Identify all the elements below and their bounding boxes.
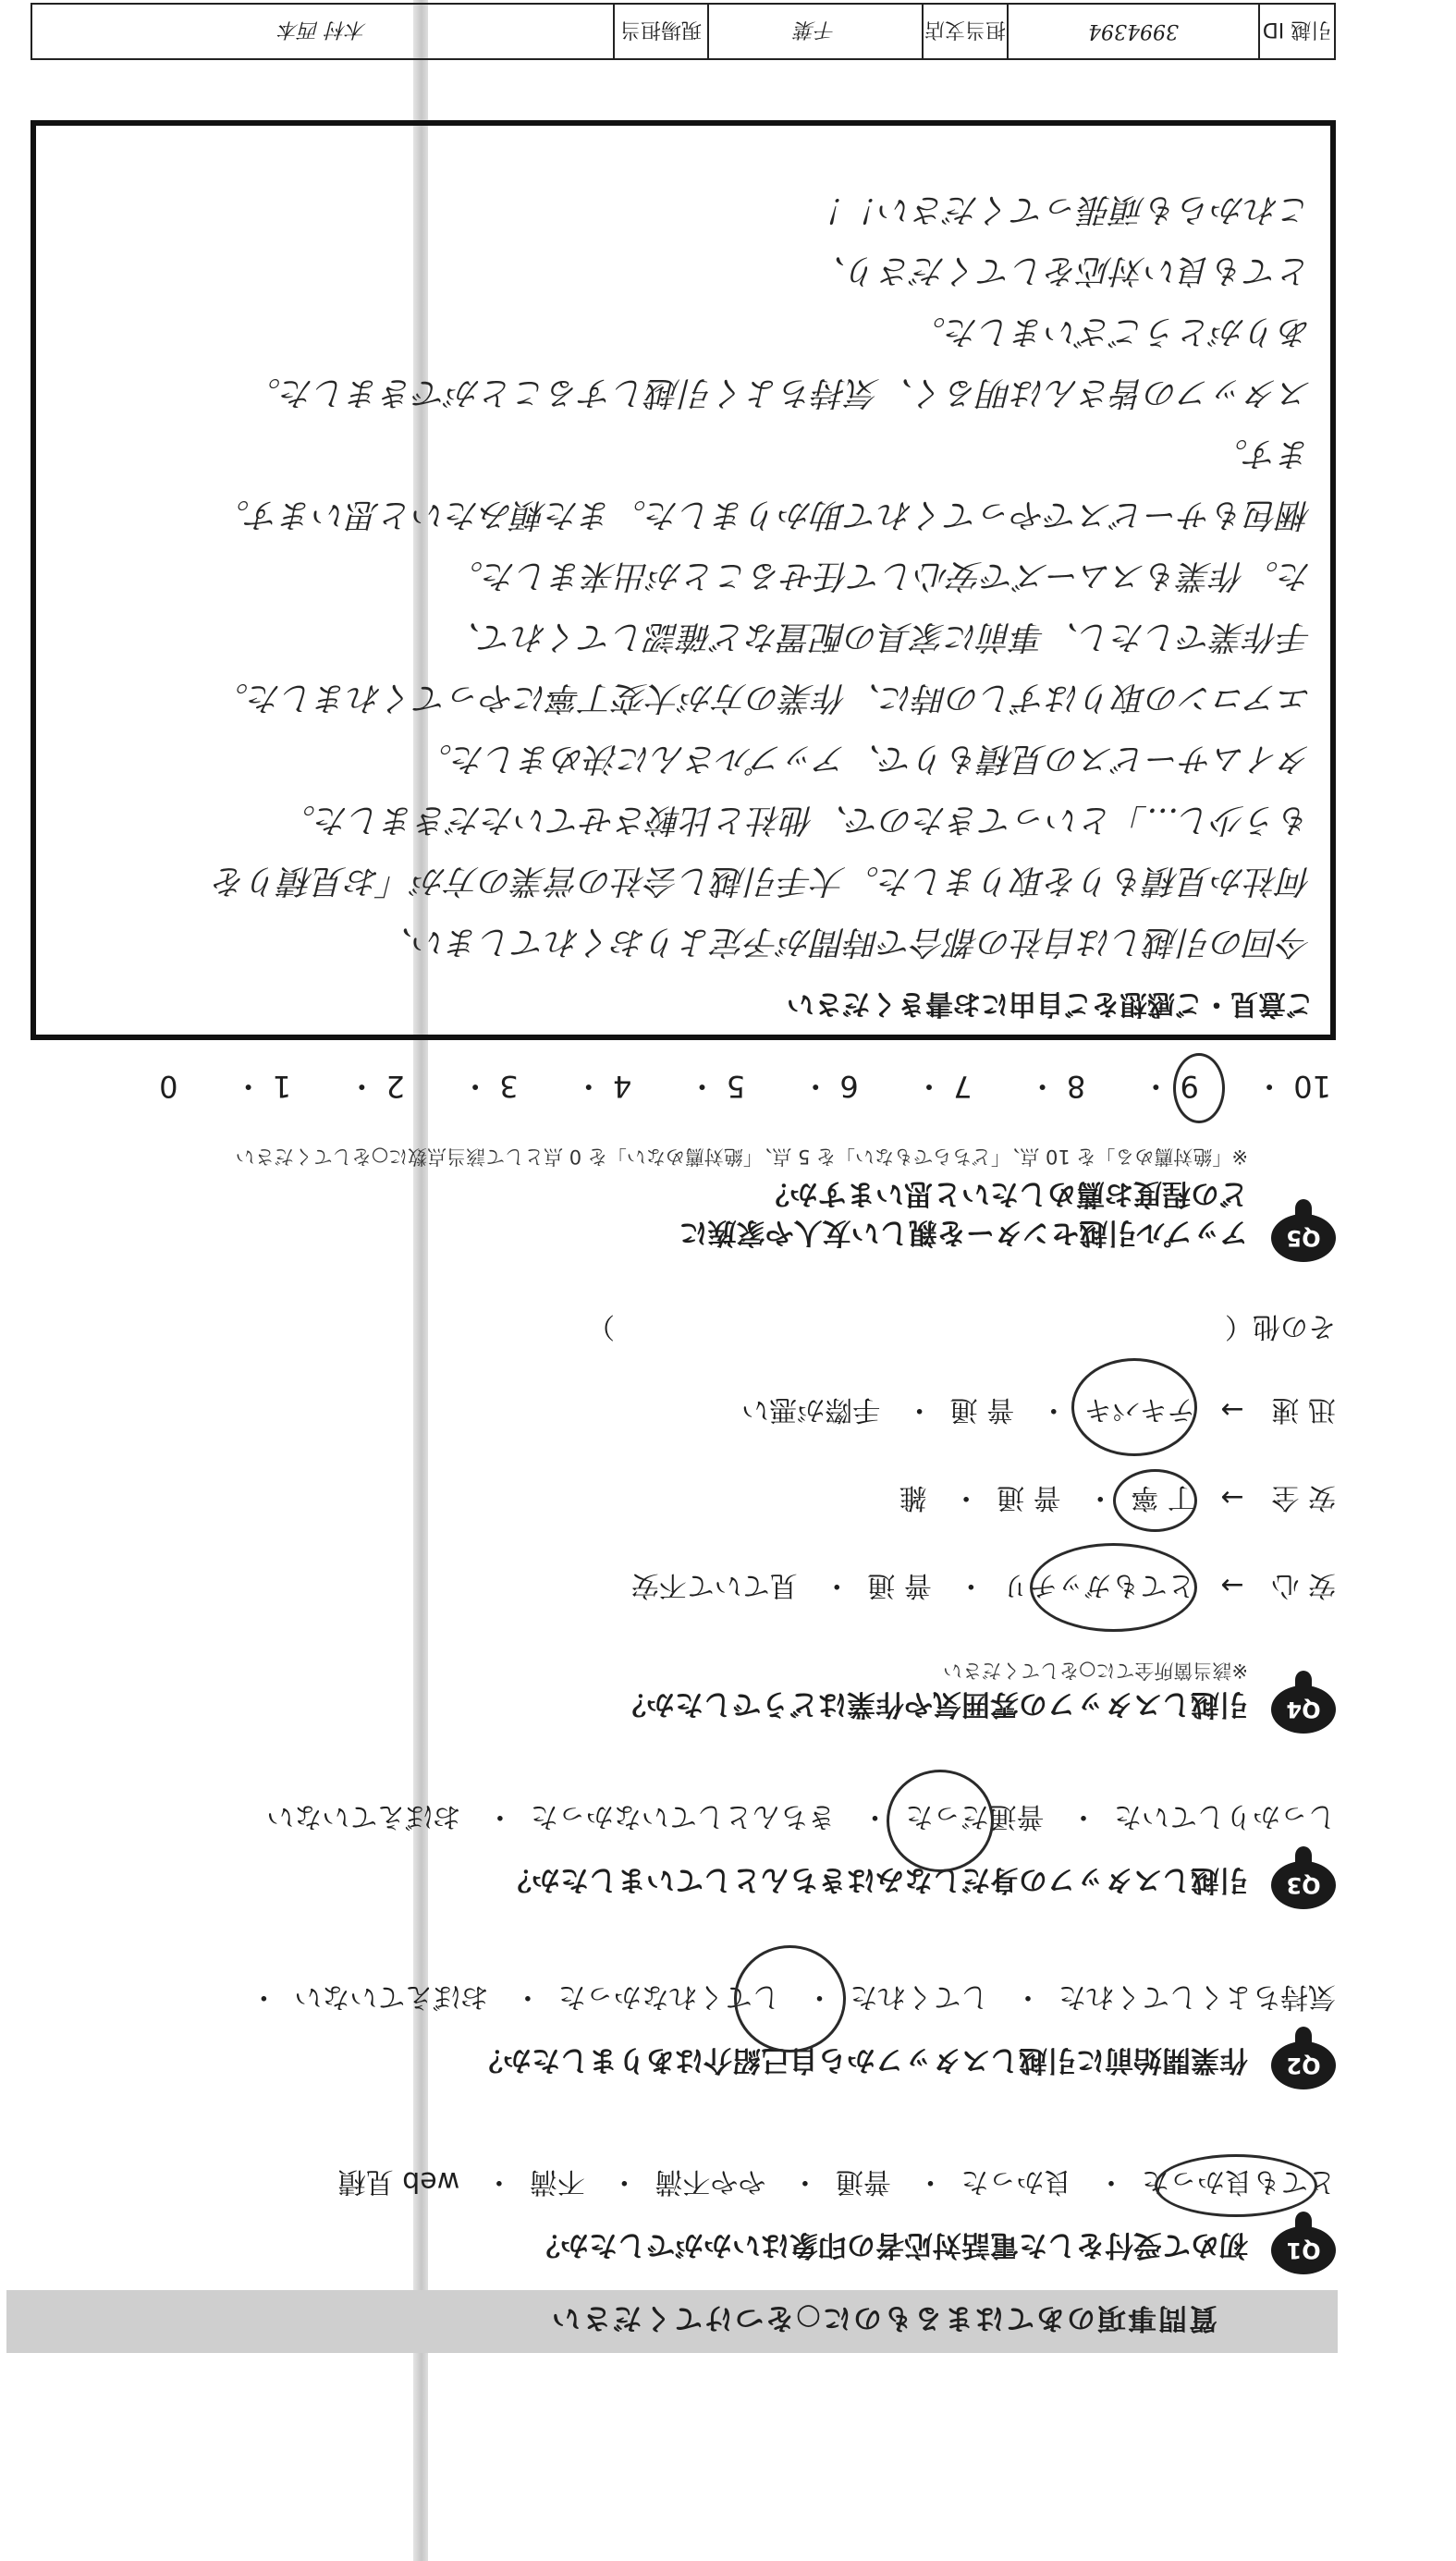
id-value: 3994394	[1007, 5, 1258, 58]
instructions-text: 質問事項のあてはまるものに○をつけてください	[549, 2301, 1217, 2335]
rating-option[interactable]: 0	[159, 1069, 178, 1104]
q4-option[interactable]: 見ていて不安	[630, 1569, 798, 1601]
q4-row-1: 安 心→ とてもガッチリ・ 普 通・ 見ていて不安	[630, 1569, 1336, 1601]
q2-option[interactable]: してくれなかった	[557, 1980, 780, 2013]
rating-option[interactable]: 8 ・	[1027, 1069, 1086, 1104]
q2-option[interactable]: してくれた	[850, 1980, 989, 2013]
q1-option[interactable]: とても良かった	[1142, 2165, 1336, 2198]
rating-option[interactable]: 6 ・	[801, 1069, 859, 1104]
selection-circle	[1155, 2154, 1317, 2217]
q2-options: 気持ちよくしてくれた・ してくれた・ してくれなかった・ おぼえていない・	[250, 1980, 1336, 2013]
q2-option[interactable]: おぼえていない	[294, 1980, 489, 2013]
rating-option[interactable]: 10 ・	[1254, 1069, 1331, 1104]
q4-other: その他（ ）	[587, 1310, 1336, 1342]
comment-box[interactable]	[31, 120, 1336, 1040]
q4-option[interactable]: 普 通	[997, 1481, 1061, 1513]
q1-options: とても良かった・ 良かった・ 普通・ やや不満・ 不満・ web 見積	[337, 2165, 1336, 2198]
q5-text-line-1: アップル引越センターを親しい友人や家族に	[679, 1216, 1248, 1249]
q5-text-line-2: どの程度お薦めしたいと思いますか？	[761, 1177, 1248, 1210]
q4-option[interactable]: 丁 寧	[1131, 1481, 1195, 1513]
q3-options: しっかりしていた・ 普通だった・ きちんとしていなかった・ おぼえていない	[266, 1800, 1336, 1832]
q4-option[interactable]: 雑	[899, 1481, 927, 1513]
q3-option[interactable]: 普通だった	[905, 1800, 1045, 1832]
rating-option[interactable]: 4 ・	[573, 1069, 632, 1104]
q4-row-2: 安 全→ 丁 寧・ 普 通・ 雑	[899, 1481, 1336, 1513]
q4-option[interactable]: 普 通	[867, 1569, 932, 1601]
leader-label: 現場担当	[613, 5, 707, 58]
q2-text: 作業開始前に引越しスタッフから自己紹介はありましたか？	[474, 2043, 1248, 2077]
rating-option[interactable]: 3 ・	[460, 1069, 519, 1104]
selection-circle	[1113, 1469, 1197, 1532]
q4-option[interactable]: テキパキ	[1083, 1393, 1195, 1426]
branch-value: 千葉	[707, 5, 922, 58]
q5-badge-icon: Q5	[1271, 1214, 1336, 1262]
q4-badge-icon: Q4	[1271, 1685, 1336, 1734]
selection-circle	[887, 1770, 994, 1872]
q4-option[interactable]: とてもガッチリ	[1001, 1569, 1195, 1601]
selection-circle	[734, 1945, 846, 2052]
q1-option[interactable]: 良かった	[960, 2165, 1072, 2198]
q2-badge-icon: Q2	[1271, 2041, 1336, 2089]
selection-circle	[1030, 1543, 1197, 1632]
q4-option[interactable]: 手際が悪い	[741, 1393, 881, 1426]
rating-scale	[113, 1067, 1331, 1109]
leader-value: 木村 西本	[278, 18, 367, 42]
q3-text: 引越しスタッフの身だしなみはきちんとしていましたか？	[503, 1863, 1248, 1896]
instructions-banner	[6, 2290, 1338, 2353]
q4-option[interactable]: 普 通	[949, 1393, 1015, 1426]
selection-circle	[1071, 1358, 1197, 1456]
comment-handwriting: 今回の引越しは自社の都合で時間が予定よりおくれてしまい、 何社か見積もりを取りました。大手引越し会社の営業の方が「お見積りを もう少し...」といってきたので、他社と比較させていただきました。 タイムサービスの見積もりで、アップルさんに決めました。 エアコンの取りはずしの時に、作業の方が大変丁寧にやってくれました。 手作業でしたし、事前に家具の配置など確認してくれて、 た。作業もスムーズで安心して任せることが出来ました。 梱包もサービスでやってくれて助かりました。また頼みたいと思います。 ます。 スタッフの皆さんは明るく、気持ちよく引越しすることができました。 ありがとうございました。 とても良い対応をしてくださり、 これからも頑張ってください！！	[213, 190, 1312, 961]
q4-note: ※該当箇所全てに○をしてください	[943, 1660, 1248, 1682]
q3-option[interactable]: きちんとしていなかった	[530, 1800, 836, 1832]
q1-badge-icon: Q1	[1271, 2226, 1336, 2274]
q1-option[interactable]: 不満	[529, 2165, 585, 2198]
comment-title: ご意見・ご感想をご自由にお書きください	[787, 987, 1314, 1020]
branch-label: 担当支店	[922, 5, 1007, 58]
q1-option[interactable]: やや不満	[655, 2165, 766, 2198]
id-label: 引越 ID	[1258, 5, 1334, 58]
q1-option[interactable]: 普通	[835, 2165, 891, 2198]
q1-option[interactable]: web 見積	[337, 2165, 460, 2198]
rating-option[interactable]: 1 ・	[233, 1069, 292, 1104]
rating-option[interactable]: 5 ・	[687, 1069, 746, 1104]
q3-option[interactable]: おぼえていない	[266, 1800, 461, 1832]
selection-circle	[1173, 1053, 1225, 1123]
q5-note: ※「絶対薦める」を 10 点、「どちらでもない」を 5 点、「絶対薦めない」を 0 点として該当点数に○をしてください	[235, 1146, 1248, 1168]
q1-text: 初めて受付をした電話対応者の印象はいかがでしたか？	[532, 2228, 1248, 2261]
rating-option[interactable]: 7 ・	[913, 1069, 973, 1104]
rating-option[interactable]: 2 ・	[347, 1069, 405, 1104]
q3-badge-icon: Q3	[1271, 1861, 1336, 1909]
q2-option[interactable]: 気持ちよくしてくれた	[1058, 1980, 1336, 2013]
q4-text: 引越しスタッフの雰囲気や作業はどうでしたか？	[618, 1687, 1248, 1721]
rating-option[interactable]: 9 ・	[1141, 1069, 1199, 1104]
q3-option[interactable]: しっかりしていた	[1114, 1800, 1336, 1832]
footer-table	[31, 3, 1336, 60]
q4-row-3: 迅 速→ テキパキ・ 普 通・ 手際が悪い	[741, 1393, 1336, 1426]
